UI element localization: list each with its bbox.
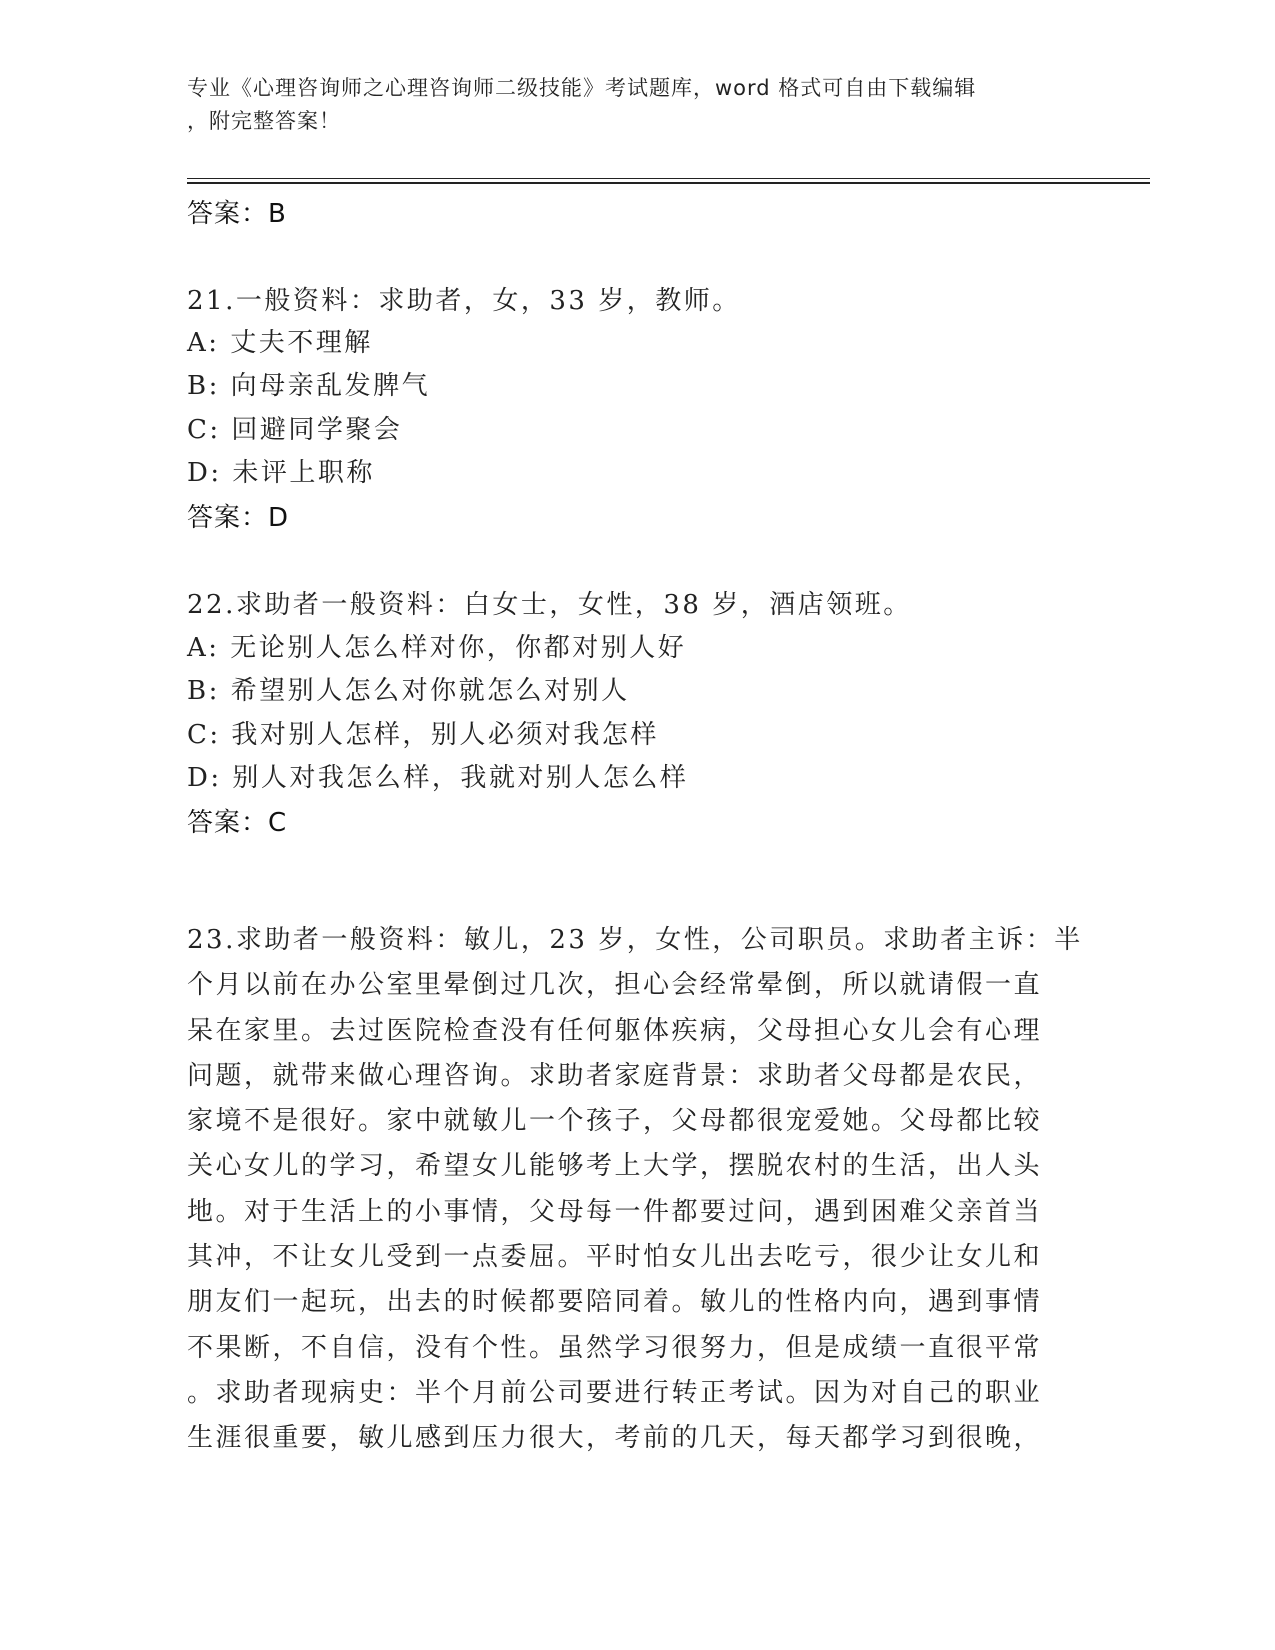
answer-21: 答案：D: [187, 503, 290, 533]
question-22-option-a: A: 无论别人怎么样对你，你都对别人好: [187, 633, 687, 663]
question-21-option-a: A: 丈夫不理解: [187, 328, 373, 358]
question-23-line: 生涯很重要，敏儿感到压力很大，考前的几天，每天都学习到很晚，: [187, 1423, 1043, 1454]
question-21-option-d: D: 未评上职称: [187, 458, 375, 488]
question-23-line: 其冲，不让女儿受到一点委屈。平时怕女儿出去吃亏，很少让女儿和: [187, 1242, 1043, 1273]
question-23-line: 地。对于生活上的小事情，父母每一件都要过问，遇到困难父亲首当: [187, 1196, 1043, 1227]
question-23-line: 家境不是很好。家中就敏儿一个孩子，父母都很宠爱她。父母都比较: [187, 1106, 1043, 1137]
question-22-option-d: D: 别人对我怎么样，我就对别人怎么样: [187, 763, 689, 793]
question-23-line: 。求助者现病史：半个月前公司要进行转正考试。因为对自己的职业: [187, 1377, 1043, 1408]
header-line-1: 专业《心理咨询师之心理咨询师二级技能》考试题库，word 格式可自由下载编辑: [187, 76, 977, 100]
question-23-line: 不果断，不自信，没有个性。虽然学习很努力，但是成绩一直很平常: [187, 1332, 1043, 1363]
header-line-2: ，附完整答案！: [187, 109, 341, 133]
question-21-stem: 21.一般资料：求助者，女，33 岁，教师。: [187, 286, 741, 316]
question-23-line: 呆在家里。去过医院检查没有任何躯体疾病，父母担心女儿会有心理: [187, 1015, 1043, 1046]
question-23-line: 23.求助者一般资料：敏儿，23 岁，女性，公司职员。求助者主诉：半: [187, 925, 1083, 955]
question-23-text: [187, 918, 1087, 1462]
question-22-option-b: B: 希望别人怎么对你就怎么对别人: [187, 676, 630, 706]
question-23-line: 关心女儿的学习，希望女儿能够考上大学，摆脱农村的生活，出人头: [187, 1151, 1043, 1182]
question-22-stem: 22.求助者一般资料：白女士，女性，38 岁，酒店领班。: [187, 590, 912, 620]
question-21-option-b: B: 向母亲乱发脾气: [187, 371, 431, 401]
document-header: [187, 72, 1067, 138]
question-23-line: 问题，就带来做心理咨询。求助者家庭背景：求助者父母都是农民，: [187, 1060, 1043, 1091]
header-divider-thick: [187, 182, 1150, 184]
question-21-option-c: C: 回避同学聚会: [187, 415, 403, 445]
header-divider-thin: [187, 178, 1150, 179]
answer-22: 答案：C: [187, 808, 288, 838]
question-23-line: 个月以前在办公室里晕倒过几次，担心会经常晕倒，所以就请假一直: [187, 970, 1043, 1001]
answer-20: 答案：B: [187, 199, 287, 229]
question-22-option-c: C: 我对别人怎样，别人必须对我怎样: [187, 720, 659, 750]
question-23-line: 朋友们一起玩，出去的时候都要陪同着。敏儿的性格内向，遇到事情: [187, 1287, 1043, 1318]
